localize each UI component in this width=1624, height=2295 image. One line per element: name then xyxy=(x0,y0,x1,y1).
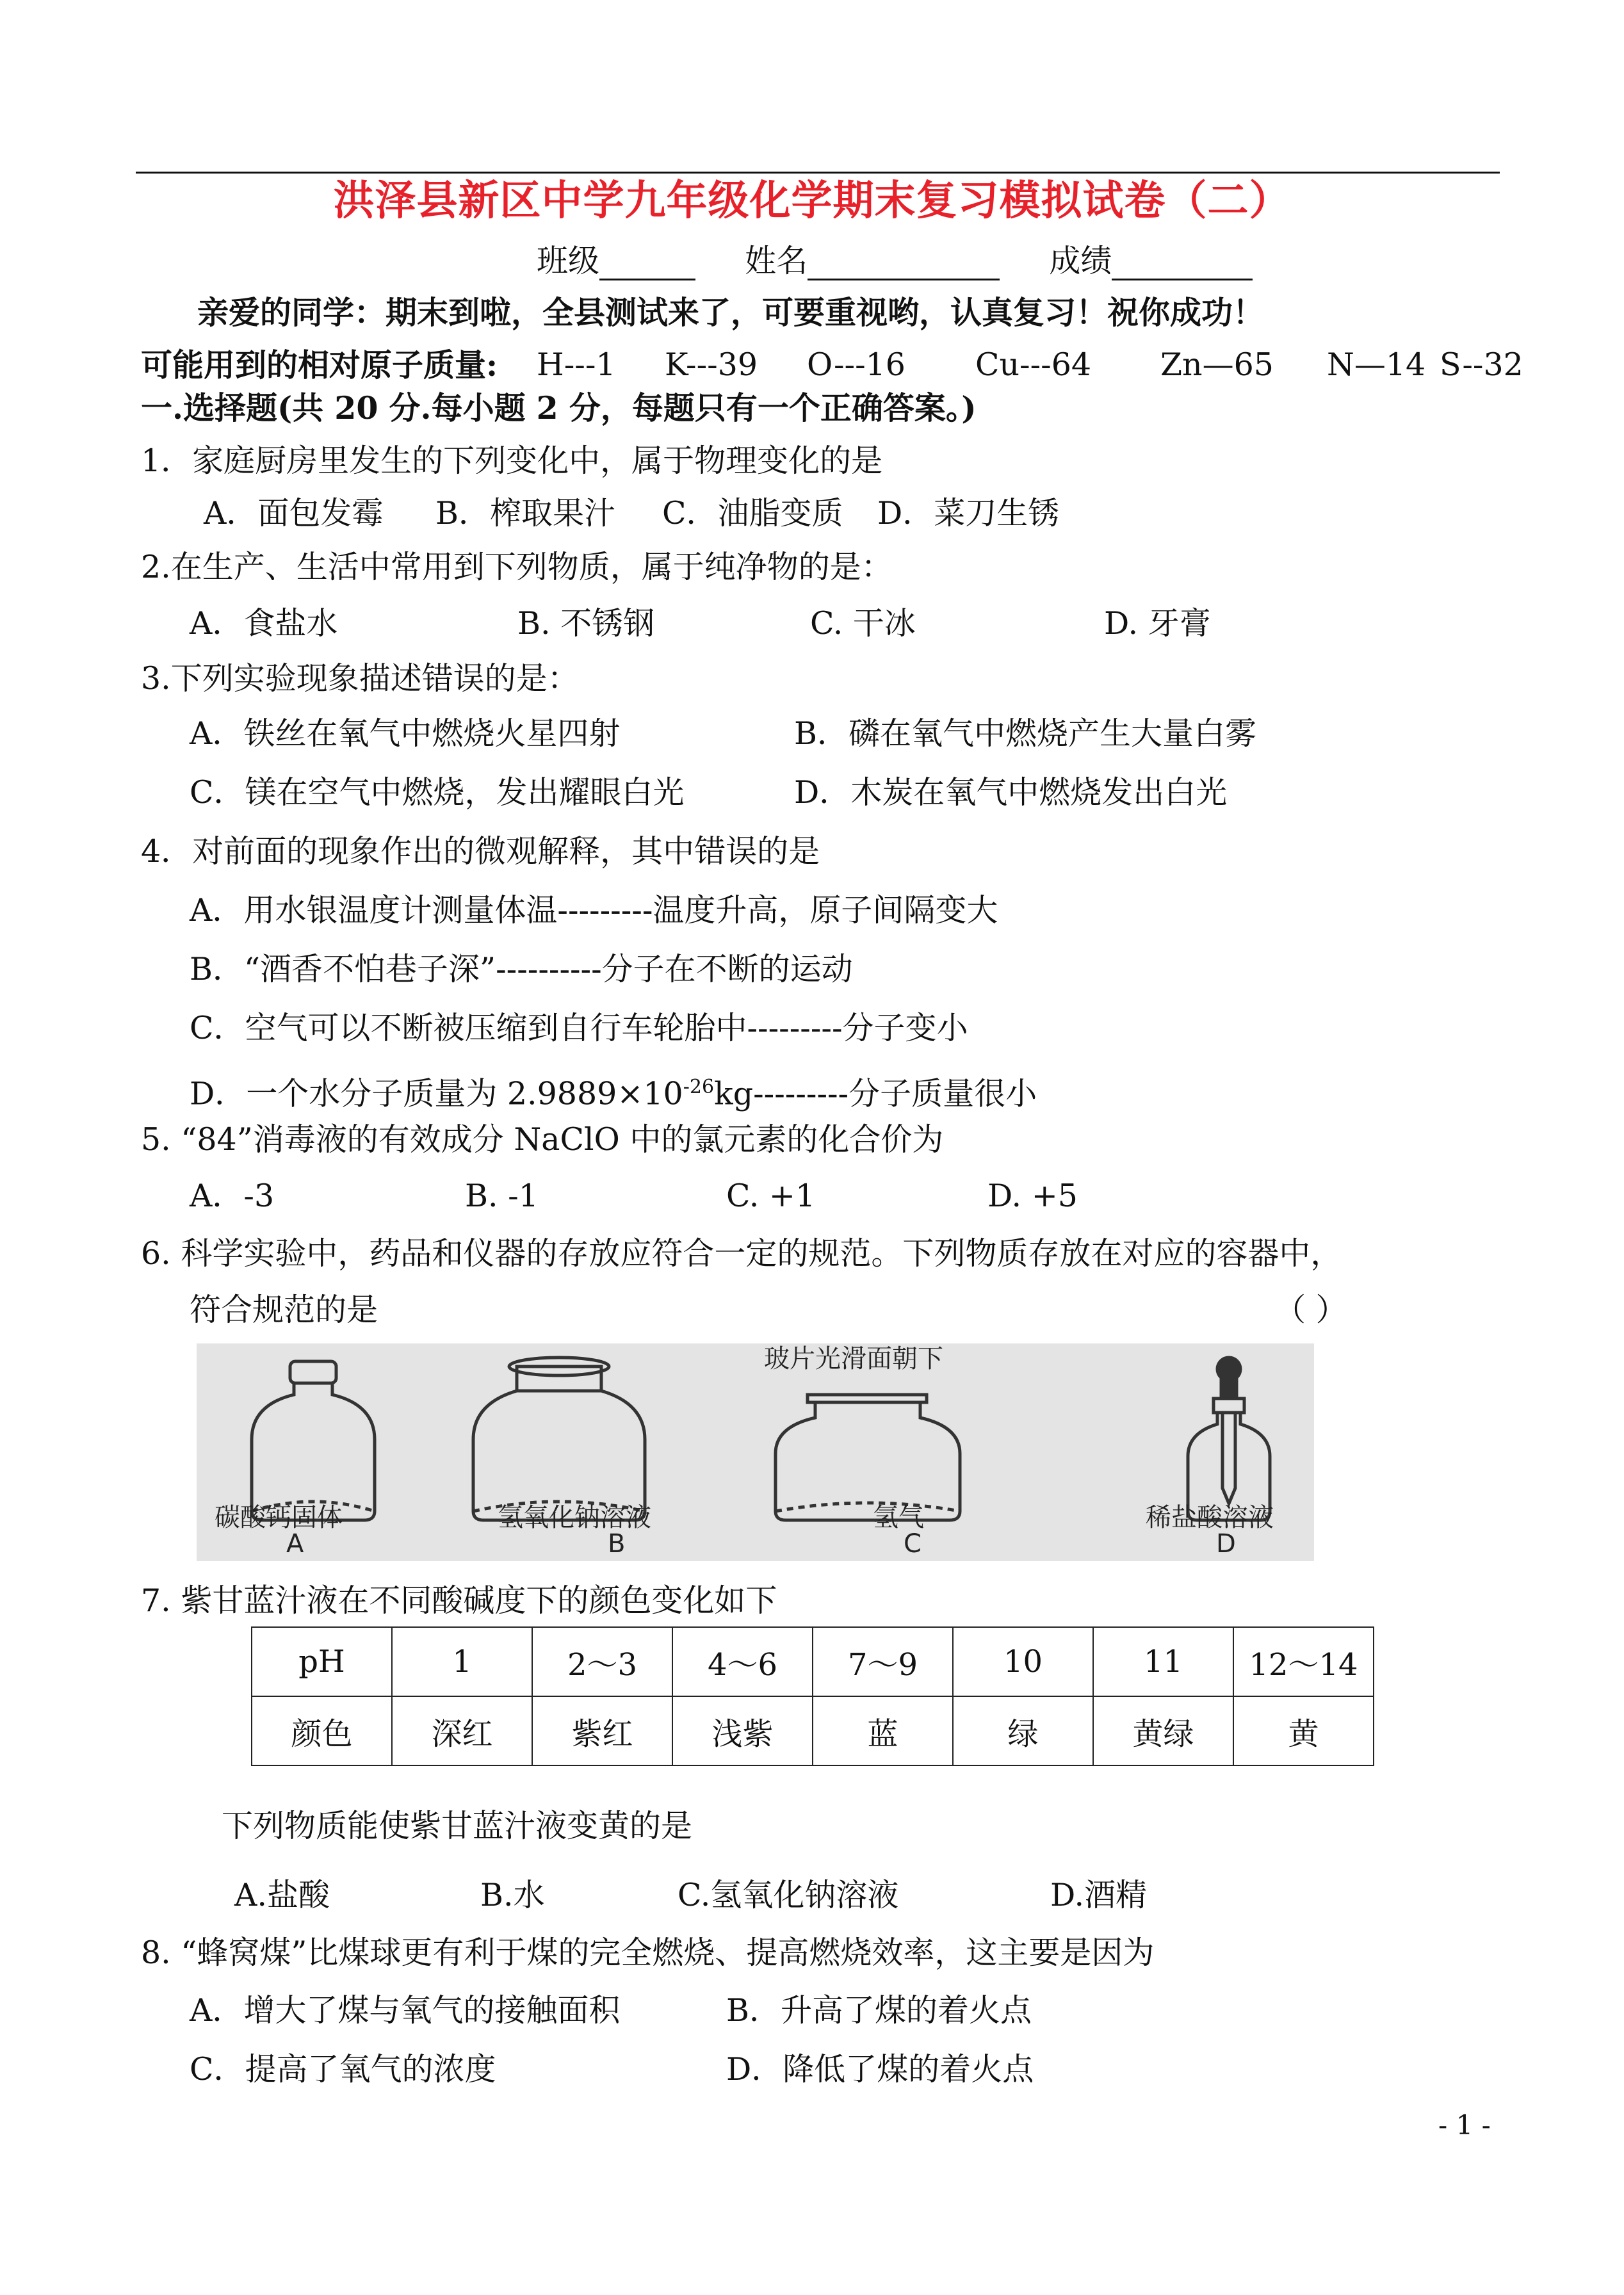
bottle-d-icon xyxy=(1188,1358,1270,1520)
q5-option-d[interactable]: D. +5 xyxy=(987,1178,1078,1214)
figure-letter-c: C xyxy=(904,1529,922,1559)
q3-option-c[interactable]: C．镁在空气中燃烧，发出耀眼白光 xyxy=(190,774,685,811)
q8-option-a[interactable]: A．增大了煤与氧气的接触面积 xyxy=(190,1992,621,2029)
class-field[interactable] xyxy=(599,245,695,280)
q1-option-a[interactable]: A．面包发霉 xyxy=(204,495,384,531)
table-cell: pH xyxy=(252,1627,392,1696)
q2-stem: 2.在生产、生活中常用到下列物质，属于纯净物的是： xyxy=(141,549,893,585)
q7-option-a[interactable]: A.盐酸 xyxy=(234,1877,330,1913)
atomic-mass-h: H---1 xyxy=(537,346,616,383)
atomic-mass-o: O---16 xyxy=(807,346,905,383)
figure-letter-b: B xyxy=(608,1529,626,1559)
q4-option-b[interactable]: B．“酒香不怕巷子深”----------分子在不断的运动 xyxy=(190,951,853,987)
q1-stem: 1．家庭厨房里发生的下列变化中，属于物理变化的是 xyxy=(141,442,883,479)
table-row xyxy=(252,1696,1374,1765)
ph-color-table xyxy=(251,1626,1374,1766)
bottle-a-icon xyxy=(252,1361,375,1520)
q8-option-b[interactable]: B．升高了煤的着火点 xyxy=(726,1992,1032,2029)
table-cell: 2～3 xyxy=(532,1627,672,1696)
q4-option-d-suffix: kg---------分子质量很小 xyxy=(714,1075,1037,1112)
table-cell: 紫红 xyxy=(532,1696,672,1765)
figure-label-a: 碳酸钙固体 xyxy=(215,1503,343,1532)
q7-option-c[interactable]: C.氢氧化钠溶液 xyxy=(678,1877,899,1913)
q4-option-c[interactable]: C．空气可以不断被压缩到自行车轮胎中---------分子变小 xyxy=(190,1010,968,1046)
q7-question: 下列物质能使紫甘蓝汁液变黄的是 xyxy=(222,1808,693,1844)
table-cell: 12～14 xyxy=(1233,1627,1374,1696)
atomic-mass-n: N—14 xyxy=(1327,346,1426,383)
table-cell: 深红 xyxy=(392,1696,532,1765)
q1-option-c[interactable]: C．油脂变质 xyxy=(662,495,843,531)
atomic-mass-zn: Zn—65 xyxy=(1160,346,1274,383)
q2-option-d[interactable]: D. 牙膏 xyxy=(1104,605,1211,642)
figure-label-c: 氢气 xyxy=(873,1503,924,1532)
q8-option-c[interactable]: C．提高了氧气的浓度 xyxy=(190,2051,496,2088)
name-label: 姓名 xyxy=(745,243,808,279)
table-cell: 黄绿 xyxy=(1093,1696,1233,1765)
table-row xyxy=(252,1627,1374,1696)
figure-label-b: 氢氧化钠溶液 xyxy=(498,1503,651,1532)
figure-note: 玻片光滑面朝下 xyxy=(764,1344,943,1374)
table-cell: 4～6 xyxy=(672,1627,813,1696)
q4-option-d-exponent: -26 xyxy=(683,1076,715,1098)
q2-option-c[interactable]: C. 干冰 xyxy=(810,605,916,642)
atomic-mass-s: S--32 xyxy=(1440,346,1523,383)
q6-answer-blank[interactable]: （ ） xyxy=(1274,1292,1347,1328)
q4-option-d[interactable] xyxy=(190,1068,1037,1113)
q3-option-b[interactable]: B．磷在氧气中燃烧产生大量白雾 xyxy=(794,715,1257,752)
q5-stem: 5. “84”消毒液的有效成分 NaClO 中的氯元素的化合价为 xyxy=(141,1121,944,1158)
q5-option-b[interactable]: B. -1 xyxy=(465,1178,539,1214)
q3-option-a[interactable]: A．铁丝在氧气中燃烧火星四射 xyxy=(190,715,621,752)
atomic-mass-cu: Cu---64 xyxy=(975,346,1092,383)
page-title: 洪泽县新区中学九年级化学期末复习模拟试卷（二） xyxy=(333,177,1291,225)
q5-option-a[interactable]: A．-3 xyxy=(190,1178,275,1214)
figure-letter-a: A xyxy=(286,1529,304,1559)
table-cell: 蓝 xyxy=(813,1696,953,1765)
q1-option-d[interactable]: D．菜刀生锈 xyxy=(877,495,1060,531)
q7-option-b[interactable]: B.水 xyxy=(480,1877,545,1913)
q4-stem: 4．对前面的现象作出的微观解释，其中错误的是 xyxy=(141,833,820,870)
table-cell: 1 xyxy=(392,1627,532,1696)
greeting: 亲爱的同学：期末到啦，全县测试来了，可要重视哟，认真复习！祝你成功！ xyxy=(197,294,1265,331)
table-cell: 黄 xyxy=(1233,1696,1374,1765)
table-cell: 浅紫 xyxy=(672,1696,813,1765)
q2-option-b[interactable]: B. 不锈钢 xyxy=(517,605,655,642)
q6-stem-line1: 6. 科学实验中，药品和仪器的存放应符合一定的规范。下列物质存放在对应的容器中， xyxy=(141,1235,1342,1272)
table-cell: 7～9 xyxy=(813,1627,953,1696)
q1-option-b[interactable]: B．榨取果汁 xyxy=(435,495,616,531)
q5-option-c[interactable]: C. +1 xyxy=(726,1178,816,1214)
bottle-b-icon xyxy=(473,1358,645,1520)
q7-stem: 7. 紫甘蓝汁液在不同酸碱度下的颜色变化如下 xyxy=(141,1582,777,1619)
q3-option-d[interactable]: D．木炭在氧气中燃烧发出白光 xyxy=(794,774,1228,811)
q4-option-a[interactable]: A．用水银温度计测量体温---------温度升高，原子间隔变大 xyxy=(190,892,998,929)
table-cell: 颜色 xyxy=(252,1696,392,1765)
page-number: - 1 - xyxy=(1438,2109,1491,2141)
section-heading: 一.选择题(共 20 分.每小题 2 分，每题只有一个正确答案。) xyxy=(141,389,977,426)
figure-label-d: 稀盐酸溶液 xyxy=(1146,1503,1274,1532)
q6-stem-line2: 符合规范的是 xyxy=(190,1292,378,1328)
q7-option-d[interactable]: D.酒精 xyxy=(1050,1877,1148,1913)
table-cell: 11 xyxy=(1093,1627,1233,1696)
q8-stem: 8. “蜂窝煤”比煤球更有利于煤的完全燃烧、提高燃烧效率，这主要是因为 xyxy=(141,1934,1155,1971)
q6-figure xyxy=(197,1343,1314,1561)
q8-option-d[interactable]: D．降低了煤的着火点 xyxy=(726,2051,1034,2088)
table-cell: 绿 xyxy=(953,1696,1093,1765)
q2-option-a[interactable]: A．食盐水 xyxy=(190,605,338,642)
q3-stem: 3.下列实验现象描述错误的是： xyxy=(141,660,579,697)
name-field[interactable] xyxy=(808,245,1000,280)
q4-option-d-prefix: D．一个水分子质量为 2.9889×10 xyxy=(190,1075,683,1112)
atomic-mass-k: K---39 xyxy=(665,346,758,383)
table-cell: 10 xyxy=(953,1627,1093,1696)
class-label: 班级 xyxy=(537,243,600,279)
score-label: 成绩 xyxy=(1049,243,1112,279)
score-field[interactable] xyxy=(1112,245,1253,280)
student-info-line xyxy=(537,242,1253,280)
atomic-masses-label: 可能用到的相对原子质量: xyxy=(141,346,498,384)
figure-letter-d: D xyxy=(1216,1529,1236,1559)
bottle-c-icon xyxy=(775,1395,960,1520)
